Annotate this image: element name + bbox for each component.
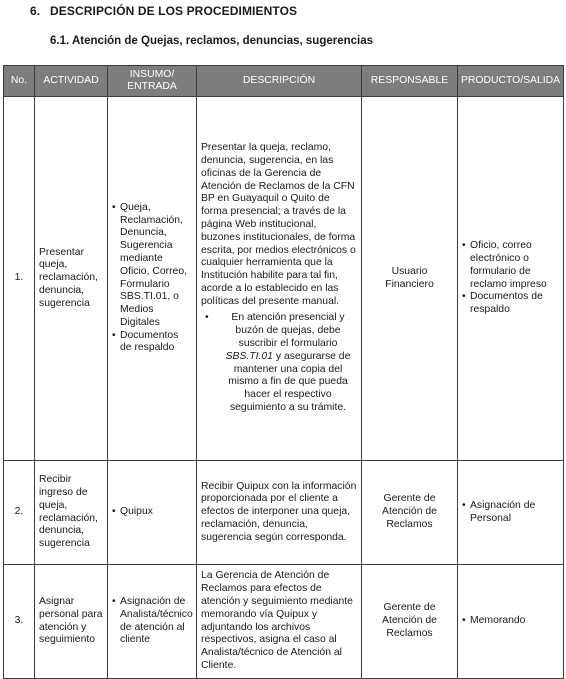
- header-responsable: RESPONSABLE: [362, 66, 458, 97]
- output-item: • Oficio, correo electrónico o formulario de reclamo impreso: [462, 240, 559, 291]
- row-input: [108, 565, 197, 679]
- description-text: Recibir Quipux con la información proporcionada por el cliente a efectos de interponer una queja, reclamación, denuncia, sugerencia según corresponda.: [201, 480, 357, 543]
- section-title: DESCRIPCIÓN DE LOS PROCEDIMIENTOS: [50, 4, 298, 18]
- input-item: • Asignación de Analista/técnico de atención al cliente: [112, 596, 192, 647]
- input-item: • Queja, Reclamación, Denuncia, Sugerencia mediante Oficio, Correo, Formulario SBS.TI.01, o Medios Digitales: [112, 202, 192, 330]
- row-number: 1.: [4, 97, 35, 461]
- header-descripcion: DESCRIPCIÓN: [197, 66, 362, 97]
- row-number: 2.: [4, 461, 35, 565]
- subsection-heading: [50, 35, 373, 47]
- row-input: [108, 97, 197, 461]
- row-responsible: Gerente de Atención de Reclamos: [362, 461, 458, 565]
- row-description: [197, 461, 362, 565]
- row-responsible: Usuario Financiero: [362, 97, 458, 461]
- row-output: [458, 97, 564, 461]
- header-insumo-line2: ENTRADA: [127, 81, 177, 92]
- row-description: [197, 565, 362, 679]
- section-heading: [30, 4, 297, 18]
- row-input: [108, 461, 197, 565]
- row-output: [458, 565, 564, 679]
- row-responsible: Gerente de Atención de Reclamos: [362, 565, 458, 679]
- row-activity: Recibir ingreso de queja, reclamación, denuncia, sugerencia: [35, 461, 108, 565]
- row-activity: Asignar personal para atención y seguimiento: [35, 565, 108, 679]
- subitem-form-code: SBS.TI.01: [225, 350, 273, 362]
- section-number: 6.: [30, 4, 41, 18]
- header-producto: PRODUCTO/SALIDA: [458, 66, 564, 97]
- output-item: • Asignación de Personal: [462, 500, 559, 526]
- table-row: [4, 565, 564, 679]
- input-item: • Documentos de respaldo: [112, 330, 192, 356]
- description-text: Presentar la queja, reclamo, denuncia, sugerencia, en las oficinas de la Gerencia de Atención de Reclamos de la CFN BP en Guayaquil o Quito de forma presencial; a través de la página Web institucional, buzones institucionales, de forma escrita, por medios electrónicos o cualquier herramienta que la Institución habilite para tal fin, acorde a lo establecido en las políticas del presente manual.: [201, 142, 356, 307]
- header-insumo: [108, 66, 197, 97]
- output-item: • Documentos de respaldo: [462, 291, 559, 317]
- description-text: La Gerencia de Atención de Reclamos para efectos de atención y seguimiento mediante memorando vía Quipux y adjuntando los archivos respectivos, asigna el caso al Analista/técnico de Atención al Cliente.: [201, 570, 353, 671]
- header-insumo-line1: INSUMO/: [129, 69, 175, 80]
- output-item: • Memorando: [462, 615, 559, 628]
- header-actividad: ACTIVIDAD: [35, 66, 108, 97]
- header-no: No.: [4, 66, 35, 97]
- row-number: 3.: [4, 565, 35, 679]
- description-subitem: [201, 312, 357, 414]
- procedures-table: [3, 65, 564, 679]
- table-row: [4, 97, 564, 461]
- table-header-row: [4, 66, 564, 97]
- row-activity: Presentar queja, reclamación, denuncia, sugerencia: [35, 97, 108, 461]
- input-item: • Quipux: [112, 506, 192, 519]
- row-description: [197, 97, 362, 461]
- row-output: [458, 461, 564, 565]
- subitem-text-a: En atención presencial y buzón de quejas, debe suscribir el formulario: [231, 312, 345, 350]
- table-row: [4, 461, 564, 565]
- subsection-title: Atención de Quejas, reclamos, denuncias, sugerencias: [72, 35, 374, 47]
- subsection-number: 6.1.: [50, 35, 70, 47]
- subitem-text-b: y asegurarse de mantener una copia del mismo a fin de que pueda hacer el respectivo seguimiento a su trámite.: [228, 350, 351, 414]
